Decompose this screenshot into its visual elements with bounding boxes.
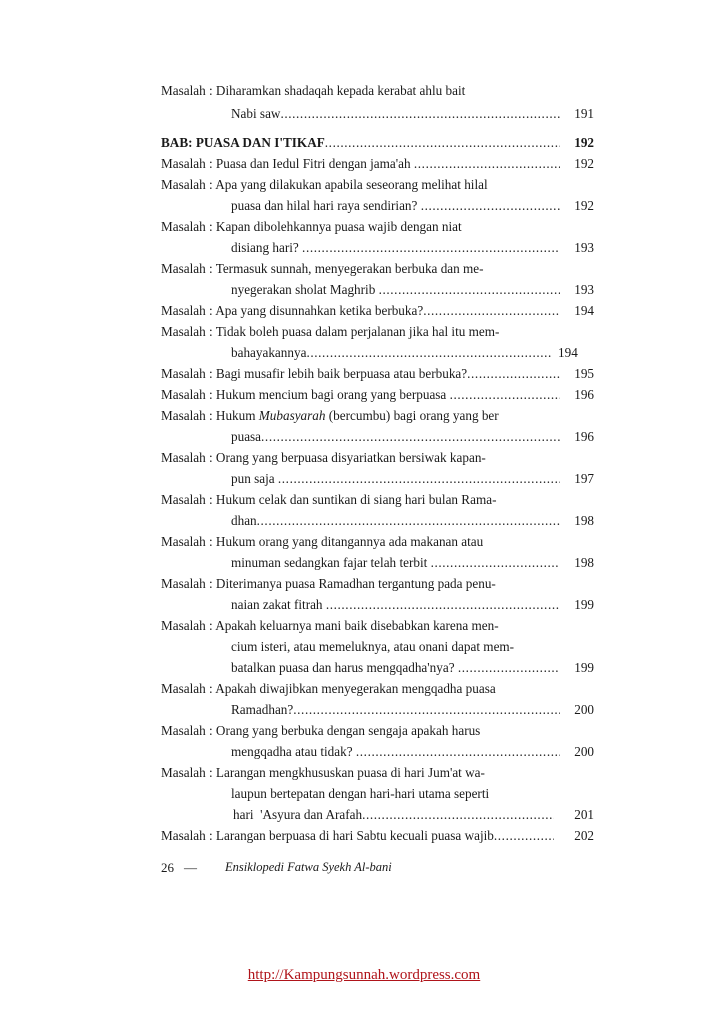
- toc-entry-line: [161, 364, 594, 383]
- website-link[interactable]: http://Kampungsunnah.wordpress.com: [247, 967, 481, 983]
- toc-entry-text: puasa: [231, 429, 262, 444]
- toc-entry-line: [231, 553, 594, 572]
- dot-leader: [325, 133, 560, 152]
- toc-entry-line: Masalah : Hukum Mubasyarah (bercumbu) bagi orang yang ber: [161, 408, 499, 423]
- toc-entry-line: [231, 511, 594, 530]
- toc-entry-line: [231, 343, 594, 362]
- toc-page-number: 191: [574, 106, 594, 121]
- dot-leader: [431, 553, 560, 572]
- toc-entry-line: Masalah : Kapan dibolehkannya puasa wajib dengan niat: [161, 219, 462, 234]
- toc-page-number: 198: [574, 513, 594, 528]
- dot-leader: [494, 826, 554, 845]
- toc-entry-line: Masalah : Tidak boleh puasa dalam perjalanan jika hal itu mem-: [161, 324, 500, 339]
- toc-entry-line: [231, 742, 594, 761]
- toc-page-number: 192: [574, 135, 594, 150]
- toc-page-number: 199: [574, 597, 594, 612]
- dot-leader: [261, 427, 560, 446]
- toc-page-number: 199: [574, 660, 594, 675]
- toc-entry-text: mengqadha atau tidak?: [231, 744, 356, 759]
- toc-page-number: 194: [558, 345, 578, 360]
- dot-leader: [362, 805, 554, 824]
- dot-leader: [450, 385, 560, 404]
- toc-entry-line: Masalah : Termasuk sunnah, menyegerakan berbuka dan me-: [161, 261, 484, 276]
- dot-leader: [379, 280, 560, 299]
- toc-entry-text: Masalah : Hukum mencium bagi orang yang berpuasa: [161, 387, 450, 402]
- toc-entry-text: Masalah : Puasa dan Iedul Fitri dengan jama'ah: [161, 156, 414, 171]
- toc-entry-line: [231, 469, 594, 488]
- toc-entry-text: bahayakannya: [231, 345, 307, 360]
- footer-book-title: Ensiklopedi Fatwa Syekh Al-bani: [225, 860, 392, 874]
- dot-leader: [306, 343, 552, 362]
- toc-entry-line: [233, 805, 594, 824]
- toc-entry-line: Masalah : Apakah diwajibkan menyegerakan mengqadha puasa: [161, 681, 496, 696]
- toc-page-number: 196: [574, 429, 594, 444]
- toc-entry-line: [231, 427, 594, 446]
- toc-entry-text: batalkan puasa dan harus mengqadha'nya?: [231, 660, 458, 675]
- chapter-title: BAB: PUASA DAN I'TIKAF: [161, 135, 325, 150]
- dot-leader: [467, 364, 560, 383]
- toc-entry-text: minuman sedangkan fajar telah terbit: [231, 555, 431, 570]
- toc-entry-line: Masalah : Diharamkan shadaqah kepada kerabat ahlu bait: [161, 83, 466, 98]
- toc-entry-line: [231, 196, 594, 215]
- dot-leader: [293, 700, 560, 719]
- toc-entry-text: puasa dan hilal hari raya sendirian?: [231, 198, 421, 213]
- dot-leader: [302, 238, 560, 257]
- toc-page-number: 192: [574, 156, 594, 171]
- toc-page-number: 193: [574, 240, 594, 255]
- dot-leader: [278, 469, 560, 488]
- toc-entry-line: laupun bertepatan dengan hari-hari utama seperti: [231, 786, 490, 801]
- toc-entry-line: Masalah : Hukum celak dan suntikan di siang hari bulan Rama-: [161, 492, 497, 507]
- toc-entry-line: [231, 238, 594, 257]
- dot-leader: [326, 595, 560, 614]
- toc-entry-text: nyegerakan sholat Maghrib: [231, 282, 379, 297]
- toc-entry-line: [161, 301, 594, 320]
- footer-dash: —: [184, 860, 197, 875]
- toc-entry-text: dhan: [231, 513, 257, 528]
- toc-page-number: 198: [574, 555, 594, 570]
- italic-term: Mubasyarah: [258, 408, 326, 423]
- toc-page-number: 197: [574, 471, 594, 486]
- toc-entry-line: [231, 700, 594, 719]
- toc-entry-text: Masalah : Apa yang disunnahkan ketika berbuka?: [161, 303, 424, 318]
- toc-entry-line: Masalah : Orang yang berbuka dengan sengaja apakah harus: [161, 723, 481, 738]
- dot-leader: [423, 301, 560, 320]
- toc-entry-line: [161, 154, 594, 173]
- footer-page-number: 26: [161, 860, 174, 875]
- toc-entry-line: Masalah : Hukum orang yang ditangannya ada makanan atau: [161, 534, 484, 549]
- toc-page-number: 202: [574, 828, 594, 843]
- toc-entry-line: Masalah : Orang yang berpuasa disyariatkan bersiwak kapan-: [161, 450, 486, 465]
- toc-entry-text: Ramadhan?: [231, 702, 294, 717]
- toc-page-number: 192: [574, 198, 594, 213]
- toc-entry-line: Masalah : Apakah keluarnya mani baik disebabkan karena men-: [161, 618, 499, 633]
- toc-entry-line: cium isteri, atau memeluknya, atau onani dapat mem-: [231, 639, 515, 654]
- toc-page-number: 200: [574, 744, 594, 759]
- dot-leader: [280, 104, 560, 123]
- dot-leader: [414, 154, 560, 173]
- toc-page-number: 193: [574, 282, 594, 297]
- toc-entry-line: [231, 658, 594, 677]
- toc-entry-line: Masalah : Diterimanya puasa Ramadhan tergantung pada penu-: [161, 576, 496, 591]
- toc-page-number: 201: [574, 807, 594, 822]
- chapter-heading: [161, 133, 594, 152]
- toc-entry-text: hari 'Asyura dan Arafah: [233, 807, 363, 822]
- dot-leader: [257, 511, 560, 530]
- toc-entry-line: Masalah : Apa yang dilakukan apabila seseorang melihat hilal: [161, 177, 488, 192]
- dot-leader: [356, 742, 560, 761]
- toc-entry-text: disiang hari?: [231, 240, 303, 255]
- toc-entry-line: [231, 104, 594, 123]
- dot-leader: [421, 196, 560, 215]
- toc-page-number: 196: [574, 387, 594, 402]
- toc-entry-line: [161, 385, 594, 404]
- toc-entry-text: Masalah : Larangan berpuasa di hari Sabtu kecuali puasa wajib: [161, 828, 494, 843]
- dot-leader: [458, 658, 560, 677]
- toc-entry-line: [231, 280, 594, 299]
- toc-entry-text: Masalah : Bagi musafir lebih baik berpuasa atau berbuka?: [161, 366, 468, 381]
- toc-page-number: 194: [574, 303, 594, 318]
- toc-page-number: 200: [574, 702, 594, 717]
- toc-entry-text: pun saja: [231, 471, 278, 486]
- toc-entry-line: [161, 826, 594, 845]
- toc-page-number: 195: [574, 366, 594, 381]
- toc-entry-line: [231, 595, 594, 614]
- toc-entry-line: Masalah : Larangan mengkhususkan puasa di hari Jum'at wa-: [161, 765, 485, 780]
- toc-entry-text: naian zakat fitrah: [231, 597, 326, 612]
- toc-entry-text: Nabi saw: [231, 106, 281, 121]
